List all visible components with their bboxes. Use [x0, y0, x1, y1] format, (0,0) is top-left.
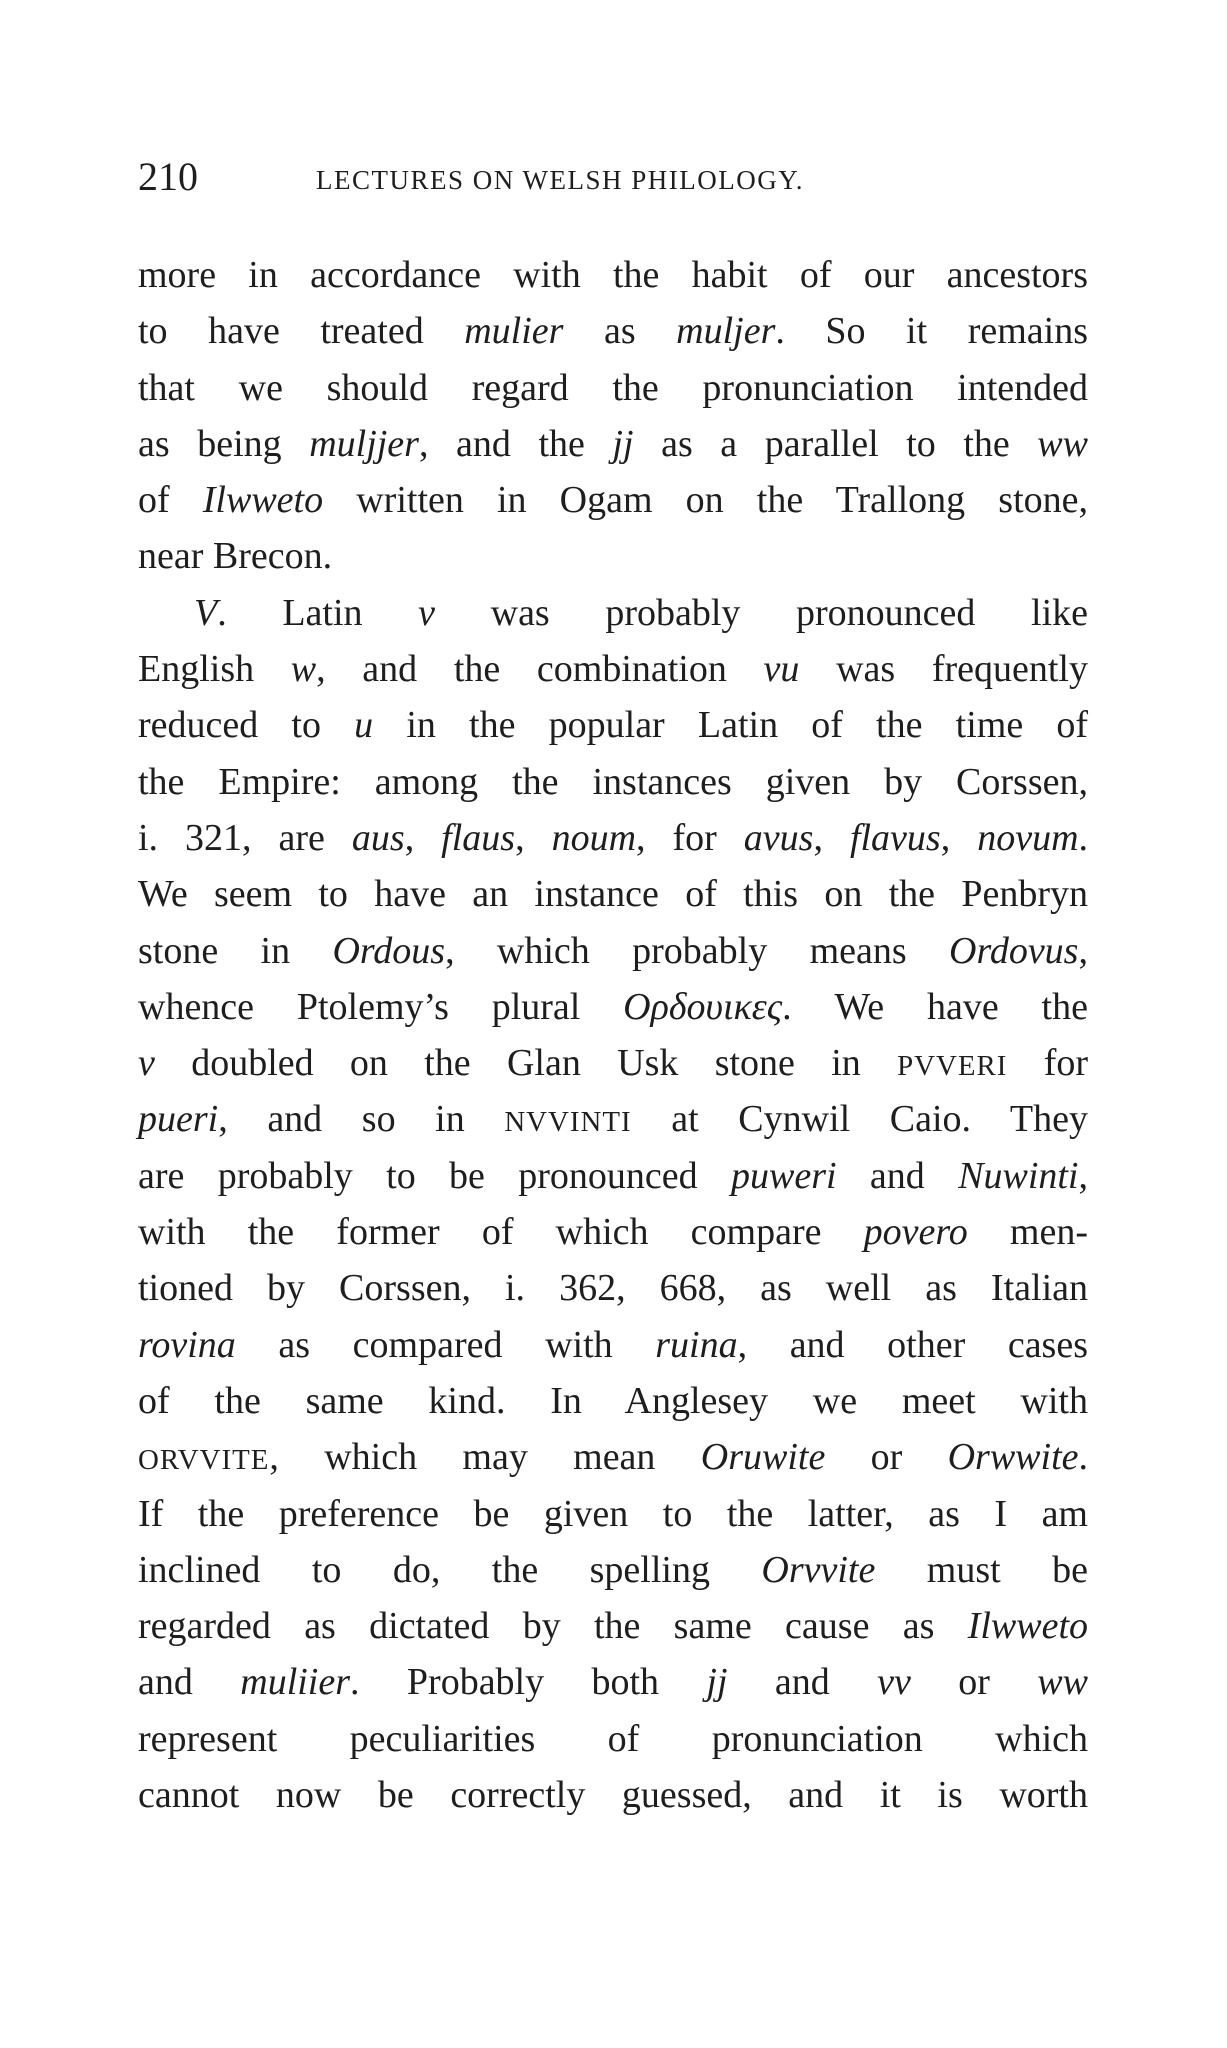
text-line: inclined to do, the spelling Orvvite must be [138, 1548, 1088, 1591]
text-line: i. 321, are aus, flaus, noum, for avus, flavus, novum. [138, 816, 1089, 859]
text-line: If the preference be given to the latter, as I am [138, 1492, 1088, 1535]
text-line: to have treated mulier as muljer. So it remains [138, 310, 1088, 353]
text-line: of the same kind. In Anglesey we meet with [138, 1379, 1088, 1422]
body-text [138, 247, 1088, 1823]
text-line: cannot now be correctly guessed, and it is worth [138, 1774, 1088, 1817]
text-line: English w, and the combination vu was frequently [138, 648, 1088, 691]
text-line: rovina as compared with ruina, and other cases [138, 1323, 1089, 1366]
text-line: of Ilwweto written in Ogam on the Trallong stone, [138, 479, 1088, 522]
text-line: that we should regard the pronunciation intended [138, 366, 1088, 409]
text-line: regarded as dictated by the same cause as Ilwweto [138, 1605, 1088, 1648]
text-line: V. Latin v was probably pronounced like [194, 591, 1088, 634]
text-line: stone in Ordous, which probably means Ordovus, [138, 929, 1088, 972]
text-line: v doubled on the Glan Usk stone in PVVERI for [138, 1042, 1088, 1085]
text-line: are probably to be pronounced puweri and Nuwinti, [138, 1154, 1088, 1197]
text-line: whence Ptolemy’s plural Ορδουικες. We have the [138, 985, 1088, 1028]
page-number: 210 [138, 154, 198, 199]
text-line: tioned by Corssen, i. 362, 668, as well as Italian [138, 1267, 1088, 1310]
text-line: as being muljjer, and the jj as a parallel to the ww [138, 422, 1088, 465]
text-line: pueri, and so in NVVINTI at Cynwil Caio. They [138, 1098, 1088, 1141]
text-line: represent peculiarities of pronunciation which [138, 1717, 1088, 1760]
text-line: and muliier. Probably both jj and vv or ww [138, 1661, 1088, 1704]
text-line: reduced to u in the popular Latin of the time of [138, 704, 1089, 747]
text-line: with the former of which compare povero men- [138, 1211, 1088, 1254]
text-line: the Empire: among the instances given by Corssen, [138, 760, 1088, 803]
text-line: near Brecon. [138, 535, 333, 578]
text-line: more in accordance with the habit of our ancestors [138, 254, 1088, 296]
text-line: We seem to have an instance of this on the Penbryn [138, 873, 1088, 916]
running-title: LECTURES ON WELSH PHILOLOGY. [316, 165, 805, 195]
page-header [138, 152, 1088, 202]
text-line: ORVVITE, which may mean Oruwite or Orwwite. [138, 1436, 1088, 1479]
